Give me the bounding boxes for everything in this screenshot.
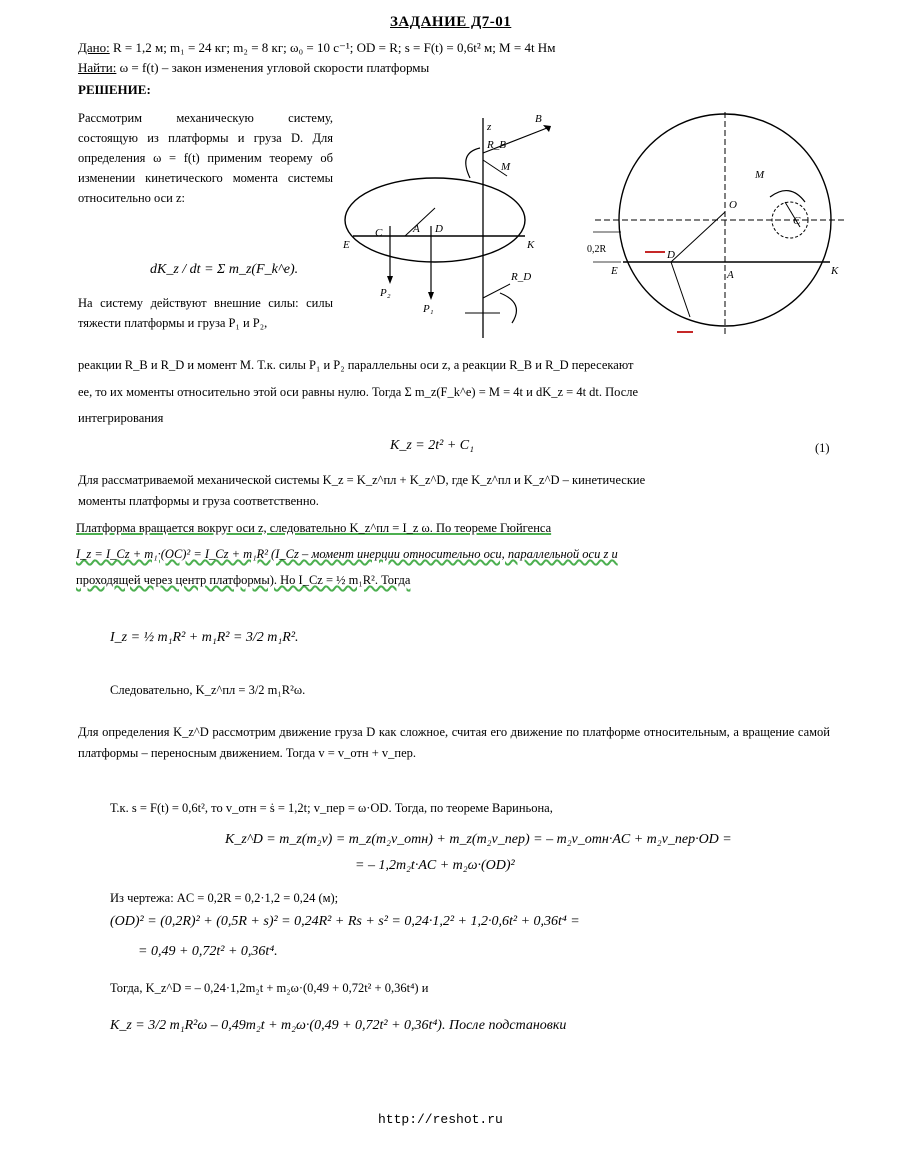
system-line: Для рассматриваемой механической системы K_z = K_z^пл + K_z^D, где K_z^пл и K_z^D – кинетические: [78, 473, 646, 487]
then-line: Тогда, K_z^D = – 0,24·1,2m₂t + m₂ω·(0,49 + 0,72t² + 0,36t⁴) и: [110, 981, 429, 995]
d-down-line: [671, 262, 690, 317]
label-p1: P₁: [423, 303, 434, 315]
label-rb2: B: [535, 113, 542, 125]
task-title: ЗАДАНИЕ Д7-01: [390, 14, 512, 30]
given-label: Дано:: [78, 40, 110, 55]
footer-url[interactable]: http://reshot.ru: [378, 1112, 503, 1127]
label-m-right: M: [755, 169, 765, 181]
label-o: O: [729, 199, 737, 211]
label-z: z: [487, 121, 492, 133]
label-d: D: [435, 223, 443, 235]
given-line: [78, 40, 555, 56]
eq-iz: I_z = ½ m₁R² + m₁R² = 3/2 m₁R².: [110, 630, 299, 645]
moment-line: ее, то их моменты относительно этой оси равны нулю. Тогда Σ m_z(F_k^e) = M = 4t и dK_z = 4t dt. После: [78, 385, 639, 399]
label-rb: R_B: [487, 139, 506, 151]
eq-kd-2: = – 1,2m₂t·AC + m₂ω·(OD)²: [355, 858, 515, 873]
moment-arc-top: [466, 148, 480, 178]
eq-final: K_z = 3/2 m₁R²ω – 0,49m₂t + m₂ω·(0,49 + 0,72t² + 0,36t⁴). После подстановки: [110, 1018, 567, 1033]
integration-label: интегрирования: [78, 411, 164, 425]
consequently-line: Следовательно, K_z^пл = 3/2 m₁R²ω.: [110, 683, 306, 697]
label-a-right: A: [727, 269, 734, 281]
system-line-2: моменты платформы и груза соответственно.: [78, 494, 319, 508]
find-text: ω = f(t) – закон изменения угловой скорости платформы: [119, 60, 430, 75]
forces-line: реакции R_B и R_D и момент M. Т.к. силы P₁ и P₂ параллельны оси z, а реакции R_B и R_D пересекают: [78, 358, 634, 372]
since-line: Т.к. s = F(t) = 0,6t², то v_отн = ṡ = 1,2t; v_пер = ω·OD. Тогда, по теореме Вариньона,: [110, 801, 553, 815]
highlight-line-2: I_z = I_Cz + m₁·(OC)² = I_Cz + m₁R² (I_Cz – момент инерции относительно оси, параллельной оси z и: [76, 547, 618, 561]
platform-ellipse: [345, 178, 525, 262]
given-text: R = 1,2 м; m₁ = 24 кг; m₂ = 8 кг; ω₀ = 10 с⁻¹; OD = R; s = F(t) = 0,6t² м; M = 4t Нм: [112, 40, 556, 55]
highlight-line-1: Платформа вращается вокруг оси z, следовательно K_z^пл = I_z ω. По теореме Гюйгенса: [76, 521, 552, 535]
label-k-right: K: [831, 265, 839, 277]
label-m: M: [501, 161, 511, 173]
load-paragraph: Для определения K_z^D рассмотрим движение груза D как сложное, считая его движение по платформе относительным, а вращение самой платформы – переносным движением. Тогда v = v_отн + v_пер.: [78, 725, 830, 760]
find-line: [78, 60, 429, 76]
eq-k-number: (1): [815, 441, 830, 455]
label-p2: P₂: [380, 287, 391, 299]
label-dist: 0,2R: [587, 244, 607, 255]
p2-arrow-head: [387, 276, 393, 284]
label-c-right: C: [793, 215, 801, 227]
forces-text-left: На систему действуют внешние силы: силы тяжести платформы и груза P₁ и P₂,: [78, 296, 333, 330]
label-e-right: E: [611, 265, 618, 277]
p1-arrow-head: [428, 292, 434, 300]
label-d-right: D: [667, 249, 675, 261]
highlighted-block: [76, 515, 828, 593]
label-a: A: [413, 223, 420, 235]
moment-arrow: [770, 191, 805, 202]
eq-k: K_z = 2t² + C₁: [390, 438, 474, 453]
eq-kd-1: K_z^D = m_z(m₂v) = m_z(m₂v_отн) + m_z(m₂v_пер) = – m₂v_отн·AC + m₂v_пер·OD =: [225, 832, 732, 847]
solution-label: РЕШЕНИЕ:: [78, 82, 151, 97]
geometry-line: Из чертежа: AC = 0,2R = 0,2·1,2 = 0,24 (м);: [110, 891, 339, 905]
eq-od-2: = 0,49 + 0,72t² + 0,36t⁴.: [138, 944, 278, 959]
find-label: Найти:: [78, 60, 117, 75]
figure-platform-side: [335, 108, 565, 348]
label-e: E: [343, 239, 350, 251]
intro-paragraph: Рассмотрим механическую систему, состоящую из платформы и груза D. Для определения ω = f(t) применим теорему об изменении кинетического момента системы относительно оси z:: [78, 111, 333, 205]
moment-arc-bottom: [500, 293, 516, 323]
label-k: K: [527, 239, 535, 251]
figure-platform-top: [585, 112, 850, 342]
highlight-line-3: проходящей через центр платформы). Но I_Cz = ½ m₁R². Тогда: [76, 573, 411, 587]
eq-od-1: (OD)² = (0,2R)² + (0,5R + s)² = 0,24R² + Rs + s² = 0,24·1,2² + 1,2·0,6t² + 0,36t⁴ =: [110, 914, 580, 929]
theorem-formula: dK_z / dt = Σ m_z(F_k^e).: [150, 262, 299, 277]
label-c: C: [375, 227, 383, 239]
label-rd: R_D: [511, 271, 532, 283]
